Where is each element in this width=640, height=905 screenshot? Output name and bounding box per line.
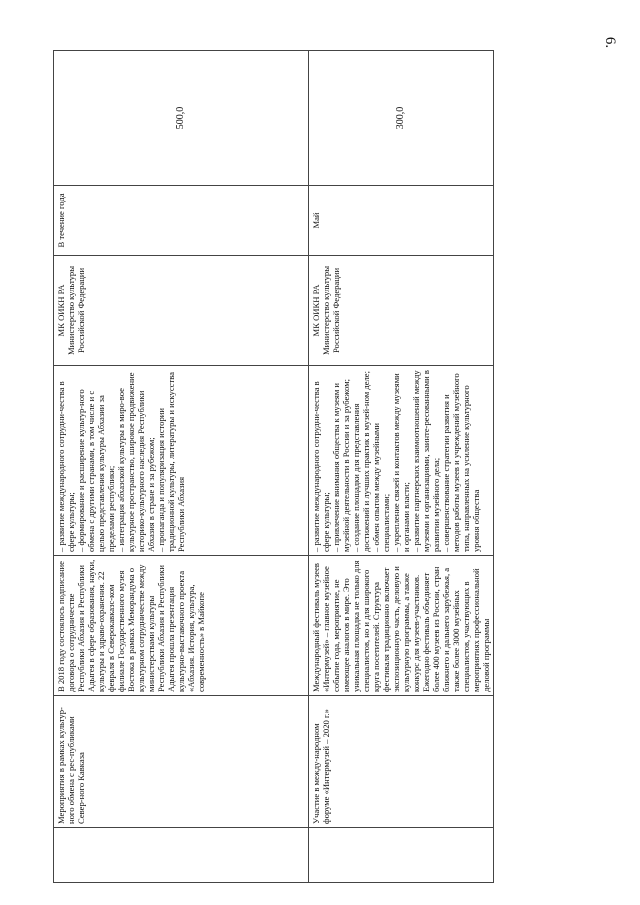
amount-cell: 300,0 (309, 51, 494, 186)
row-number-cell (54, 828, 309, 883)
table-row (309, 51, 494, 883)
goal-item: – интеграция абхазской культуры в миро-вое культурное пространство, широкое продвижение историко-культурного наследия Республики Абхазия в стране и за рубежом; (116, 372, 156, 552)
row-number-cell (309, 828, 494, 883)
executor-cell: МК ОИКН РА Министерство культуры Российской Федерации (309, 256, 494, 366)
goal-item: – развитие международного сотрудни-чества в сфере культуры; (311, 381, 331, 552)
event-name-cell: Мероприятия в рамках культур-ного обмена с рес-публиками Север-ного Кавказа (54, 696, 309, 828)
event-name-cell: Участие в между-народном форуме «Интермузей – 2020 г.» (309, 696, 494, 828)
amount-cell: 500,0 (54, 51, 309, 186)
term-cell: В течение года (54, 186, 309, 256)
executor-cell: МК ОИКН РА Министерство культуры Российской Федерации (54, 256, 309, 366)
goal-item: – развитие международного сотрудни-чества в сфере культуры; (56, 381, 76, 552)
goal-item: – укрепление связей и контактов между музеями и органами власти; (391, 373, 411, 552)
event-description-cell: Международный фестиваль музеев «Интермузей» – главное музейное событие года, мероприятие, не имеющее аналогов в мире. Это уникальная площадка не только для специалистов, но и для широкого круга посетителей. Структура фестиваля традиционно включает экспозиционную часть, деловую и культурную программы, а также конкурс для музеев-участников. Ежегодно фестиваль объединяет более 400 музеев из России, стран ближнего и дальнего зарубежья, а также более 3000 музейных специалистов, участвующих в мероприятиях профессиональной деловой программы (309, 556, 494, 696)
page-number: 6. (602, 36, 619, 49)
goal-item: – формирование и расширение культур-ного обмена с другими странами, в том числе и с целью представления культуры Абхазии за пределами республики; (76, 389, 116, 552)
rotated-table-container (53, 51, 493, 883)
goal-item: – привлечение внимания общества к музеям и музейной деятельности в России и за рубежом; (331, 378, 351, 552)
goal-item: – развитие партнерских взаимоотношений между музеями и организациями, заинте-ресованными в развитии музейного дела; (411, 370, 441, 552)
events-table (53, 50, 494, 883)
goal-item: – обмен опытом между музейными специалистами; (371, 422, 391, 552)
event-goals-cell (309, 366, 494, 556)
goal-item: – создание площадки для представления достижений и лучших практик в музей-ном деле; (351, 370, 371, 552)
event-description-cell: В 2018 году состоялось подписание договора о сотрудничестве Республики Абхазия и Республики Адыгея в сфере образования, науки, культуры и здраво-охранения. 22 февраля в Северокавказс-ком филиале Государственного музея Востока в рамках Меморандума о культурном сотрудничестве между министерствами культуры Республики Абхазия и Республики Адыгея прошла презентация культурно-выставочного проекта «Абхазия. История, культура, современность» в Майкопе (54, 556, 309, 696)
goal-item: – совершенствование стратегии развития и методов работы музеев и учреждений музейного типа, направленных на усиление культурного уровня общества (441, 373, 481, 552)
table-row (54, 51, 309, 883)
event-goals-cell (54, 366, 309, 556)
goal-item: – пропаганда и популяризация истории традиционной культуры, литературы и искусства Республики Абхазия (156, 372, 186, 552)
term-cell: Май (309, 186, 494, 256)
